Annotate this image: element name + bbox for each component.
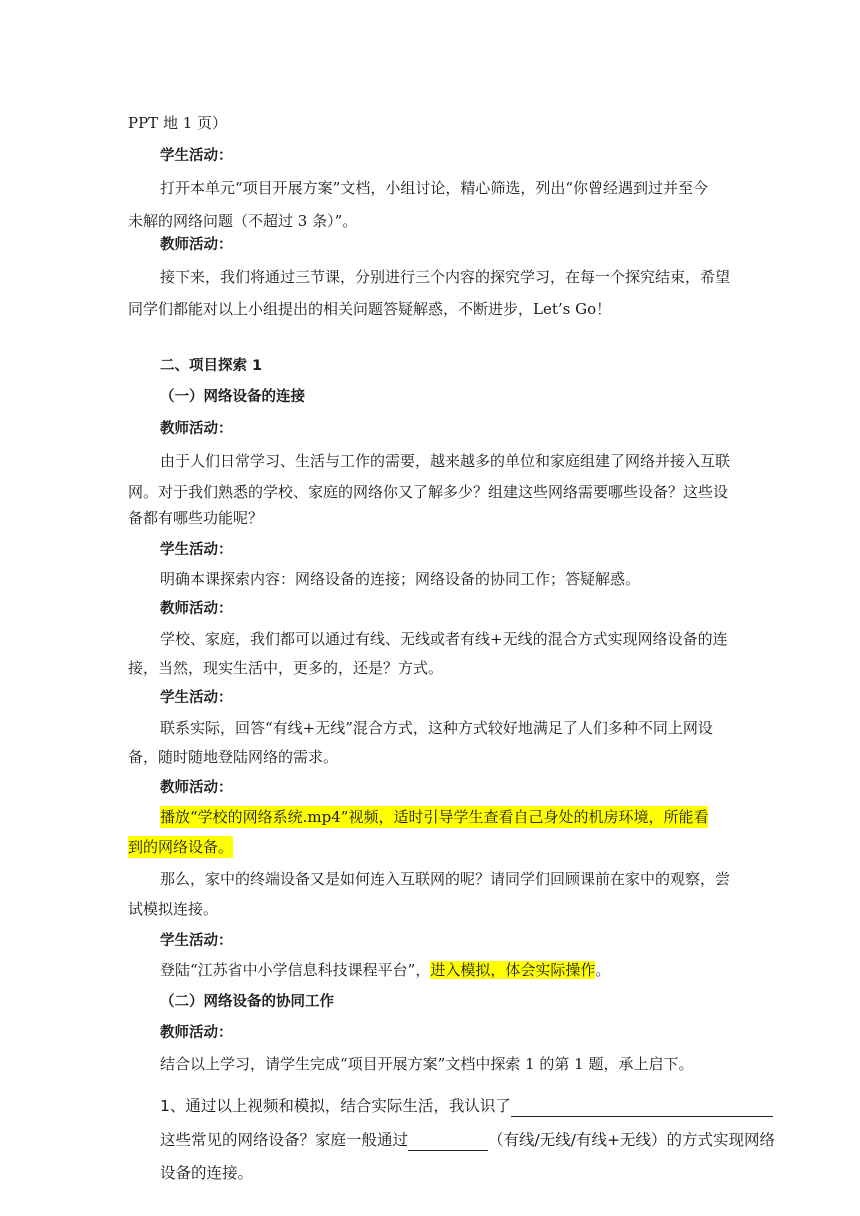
- heading-teacher-activity: 教师活动：: [160, 601, 233, 617]
- paragraph-line: 未解的网络问题（不超过 3 条）”。: [128, 212, 358, 230]
- answer-blank[interactable]: [408, 1134, 488, 1151]
- paragraph-line: 明确本课探索内容：网络设备的连接；网络设备的协同工作；答疑解惑。: [160, 570, 641, 588]
- paragraph-line: 备，随时随地登陆网络的需求。: [128, 748, 339, 766]
- paragraph-line: 由于人们日常学习、生活与工作的需要，越来越多的单位和家庭组建了网络并接入互联: [160, 452, 731, 470]
- heading-teacher-activity: 教师活动：: [160, 1025, 233, 1041]
- highlighted-text: 进入模拟，体会实际操作: [430, 961, 596, 979]
- platform-text: 登陆“江苏省中小学信息科技课程平台”，: [160, 961, 431, 979]
- paragraph-line: 试模拟连接。: [128, 900, 219, 918]
- heading-student-activity: 学生活动：: [160, 148, 233, 164]
- paragraph-line: 联系实际，回答“有线+无线”混合方式，这种方式较好地满足了人们多种不同上网设: [160, 719, 713, 737]
- answer-blank[interactable]: [511, 1100, 773, 1117]
- question-text: 这些常见的网络设备？家庭一般通过: [160, 1131, 409, 1149]
- paragraph-line: 接下来，我们将通过三节课，分别进行三个内容的探究学习，在每一个探究结束，希望: [160, 268, 731, 286]
- heading-teacher-activity: 教师活动：: [160, 780, 233, 796]
- paragraph-line: 同学们都能对以上小组提出的相关问题答疑解惑，不断进步，Let’s Go！: [128, 300, 612, 318]
- period-text: 。: [595, 961, 611, 979]
- question-line: 设备的连接。: [160, 1164, 254, 1182]
- paragraph-line: 接，当然，现实生活中，更多的，还是？方式。: [128, 659, 444, 677]
- question-line: [160, 1095, 773, 1117]
- paragraph-line: [160, 959, 610, 981]
- section-title: 二、项目探索 1: [160, 358, 263, 374]
- question-text: （有线/无线/有线+无线）的方式实现网络: [488, 1131, 775, 1149]
- paragraph-line: 打开本单元“项目开展方案”文档，小组讨论，精心筛选，列出“你曾经遇到过并至今: [160, 179, 709, 197]
- highlighted-line: 播放“学校的网络系统.mp4”视频，适时引导学生查看自己身处的机房环境，所能看: [160, 808, 709, 826]
- heading-student-activity: 学生活动：: [160, 542, 233, 558]
- highlighted-line: 到的网络设备。: [128, 838, 234, 856]
- question-line: [160, 1129, 775, 1151]
- heading-student-activity: 学生活动：: [160, 933, 233, 949]
- page-ref: PPT 地 1 页）: [128, 114, 228, 132]
- paragraph-line: 结合以上学习，请学生完成“项目开展方案”文档中探索 1 的第 1 题，承上启下。: [160, 1055, 694, 1073]
- paragraph-line: 那么，家中的终端设备又是如何连入互联网的呢？请同学们回顾课前在家中的观察，尝: [160, 870, 731, 888]
- paragraph-line: 学校、家庭，我们都可以通过有线、无线或者有线+无线的混合方式实现网络设备的连: [160, 630, 728, 648]
- subsection-title: （一）网络设备的连接: [160, 389, 305, 405]
- question-prefix: 1、通过以上视频和模拟，结合实际生活，我认识了: [160, 1097, 511, 1115]
- paragraph-line: 备都有哪些功能呢？: [128, 509, 264, 527]
- heading-student-activity: 学生活动：: [160, 690, 233, 706]
- paragraph-line: 网。对于我们熟悉的学校、家庭的网络你又了解多少？组建这些网络需要哪些设备？这些设: [128, 483, 729, 501]
- heading-teacher-activity: 教师活动：: [160, 421, 233, 437]
- heading-teacher-activity: 教师活动：: [160, 237, 233, 253]
- subsection-title: （二）网络设备的协同工作: [160, 994, 334, 1010]
